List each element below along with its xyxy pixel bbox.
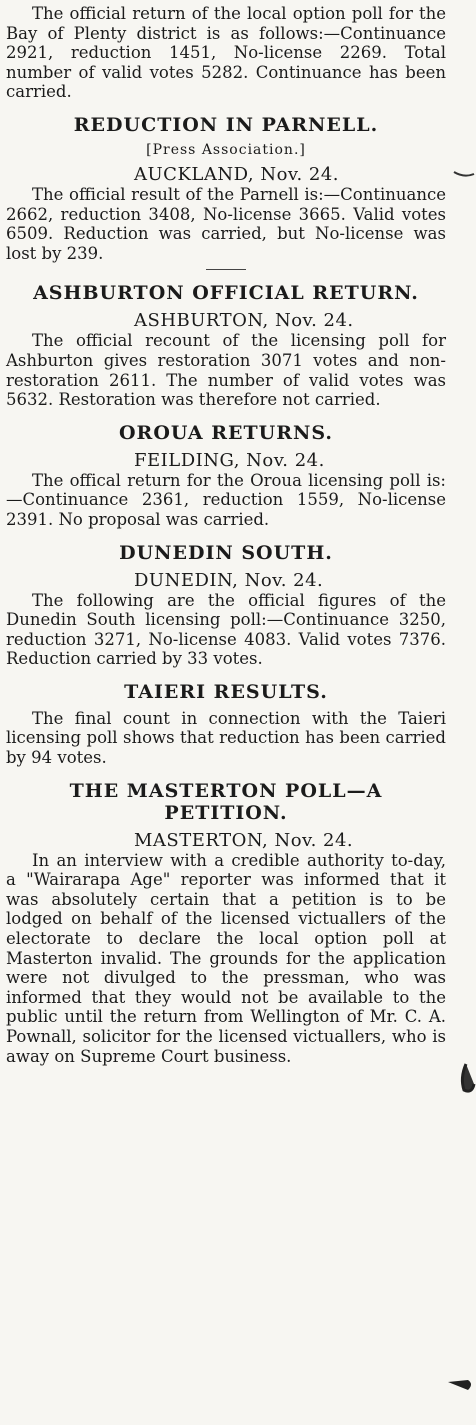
article-heading: TAIERI RESULTS. [124,680,328,703]
article-heading: ASHBURTON OFFICIAL RETURN. [33,282,419,305]
dateline: FEILDING, Nov. 24. [134,449,325,471]
dateline: MASTERTON, Nov. 24. [134,829,354,851]
edge-mark-middle [452,1060,476,1100]
edge-mark-bottom [446,1370,476,1400]
taieri-article [6,681,446,768]
article-heading: REDUCTION IN PARNELL. [73,113,379,136]
dateline: ASHBURTON, Nov. 24. [134,310,354,332]
parnell-article [6,114,446,270]
ashburton-article [6,282,446,409]
masterton-article [6,780,446,1067]
article-body: The official result of the Parnell is:—Continuance 2662, reduction 3408, No-license 3665. Valid votes 6509. Reduction was carried, but No-license was lost by 239. [6,184,446,263]
article-heading: OROUA RETURNS. [118,421,334,444]
dunedin-south-article [6,542,446,669]
article-body: In an interview with a credible authority to-day, a "Wairarapa Age" reporter was informed that it was absolutely certain that a petition is to be lodged on behalf of the licensed victuallers of the electorate to declare the local option poll at Masterton invalid. The grounds for the application were not divulged to the pressman, who was informed that they would not be available to the public until the return from Wellington of Mr. C. A. Pownall, solicitor for the licensed victuallers, who is away on Supreme Court business. [6,850,446,1066]
oroua-article [6,422,446,530]
article-body: The offical return for the Oroua licensing poll is:—Continuance 2361, reduction 1559, No-license 2391. No proposal was carried. [6,470,446,529]
article-body: The official recount of the licensing poll for Ashburton gives restoration 3071 votes and non-restoration 2611. The number of valid votes was 5632. Restoration was therefore not carried. [6,331,446,410]
article-body: The official return of the local option poll for the Bay of Plenty district is as follows:—Continuance 2921, reduction 1451, No-license 2269. Total number of valid votes 5282. Continuance has been carried. [6,4,446,102]
bay-of-plenty-article [6,4,446,102]
article-heading: THE MASTERTON POLL—A PETITION. [69,779,383,824]
article-heading: DUNEDIN SOUTH. [119,541,333,564]
dateline: DUNEDIN, Nov. 24. [134,569,324,591]
article-body: The following are the official figures of the Dunedin South licensing poll:—Continuance 3250, reduction 3271, No-license 4083. Valid votes 7376. Reduction carried by 33 votes. [6,590,446,669]
divider [206,269,246,270]
dateline: AUCKLAND, Nov. 24. [134,163,340,185]
press-credit: [Press Association.] [146,141,306,158]
article-body: The final count in connection with the Taieri licensing poll shows that reduction has been carried by 94 votes. [6,708,446,768]
edge-mark-top [452,150,476,180]
